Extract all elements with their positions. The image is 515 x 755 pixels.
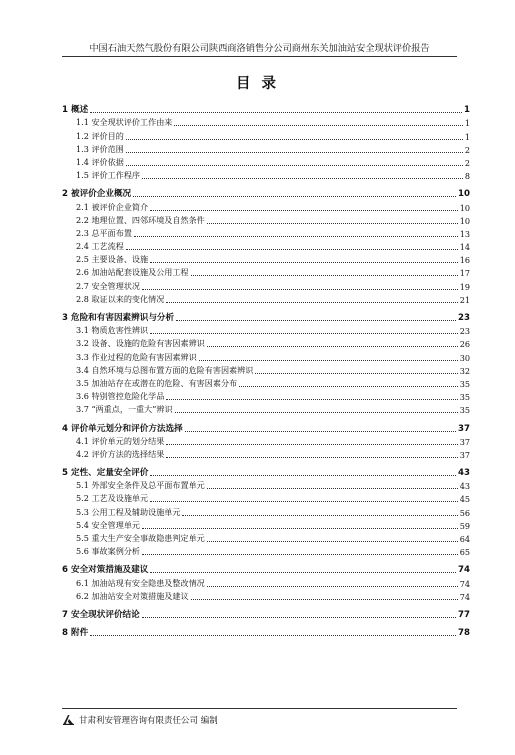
toc-page-number: 8: [464, 171, 470, 182]
toc-page-number: 45: [459, 494, 470, 505]
toc-page-number: 35: [459, 392, 470, 403]
toc-chapter-entry[interactable]: [62, 465, 470, 478]
toc-dot-leader: [199, 360, 458, 361]
toc-section-entry[interactable]: [62, 199, 470, 212]
toc-entry-title: 2.3 总平面布置: [76, 227, 132, 238]
toc-section-entry[interactable]: [62, 518, 470, 531]
toc-entry-title: 1.5 评价工作程序: [76, 170, 141, 181]
toc-dot-leader: [166, 457, 457, 458]
toc-page-number: 14: [459, 242, 470, 253]
toc-entry-title: 3.2 设备、设施的危险有害因素辨识: [76, 338, 205, 349]
toc-entry-title: 3.5 加油站存在或潜在的危险、有害因素分布: [76, 377, 238, 388]
toc-section-entry[interactable]: [62, 226, 470, 239]
toc-section-entry[interactable]: [62, 363, 470, 376]
toc-dot-leader: [126, 249, 458, 250]
toc-section-entry[interactable]: [62, 575, 470, 588]
toc-page-number: 64: [459, 534, 470, 544]
toc-dot-leader: [142, 528, 458, 529]
toc-dot-leader: [191, 275, 458, 276]
toc-page-number: 74: [458, 565, 470, 576]
toc-page-number: 2: [464, 157, 470, 168]
toc-dot-leader: [126, 139, 463, 140]
toc-entry-title: 6.1 加油站现有安全隐患及整改情况: [76, 577, 205, 588]
toc-entry-title: 2.1 被评价企业简介: [76, 201, 149, 212]
toc-dot-leader: [150, 333, 458, 334]
toc-entry-title: 5.3 公用工程及辅助设施单元: [76, 506, 181, 517]
toc-section-entry[interactable]: [62, 292, 470, 305]
toc-dot-leader: [126, 152, 463, 153]
toc-section-entry[interactable]: [62, 252, 470, 265]
toc-entry-title: 3.3 作业过程的危险有害因素辨识: [76, 351, 197, 362]
toc-entry-title: 4 评价单元划分和评价方法选择: [62, 423, 183, 434]
toc-entry-title: 4.2 评价方法的选择结果: [76, 448, 165, 459]
toc-dot-leader: [90, 635, 456, 636]
toc-page-number: 56: [459, 507, 470, 518]
toc-section-entry[interactable]: [62, 115, 470, 128]
toc-dot-leader: [191, 599, 458, 600]
toc-entry-title: 2.6 加油站配套设施及公用工程: [76, 267, 189, 278]
toc-page-number: 35: [459, 378, 470, 389]
toc-entry-title: 2.5 主要设备、设施: [76, 254, 149, 265]
toc-section-entry[interactable]: [62, 323, 470, 336]
toc-page-number: 10: [459, 215, 470, 226]
toc-page-number: 2: [464, 144, 470, 155]
toc-entry-title: 1.2 评价目的: [76, 130, 124, 141]
toc-dot-leader: [174, 125, 462, 126]
toc-entry-title: 2 被评价企业概况: [62, 189, 132, 200]
toc-dot-leader: [90, 112, 462, 113]
toc-page-number: 35: [459, 405, 470, 416]
toc-chapter-entry[interactable]: [62, 607, 470, 620]
toc-entry-title: 5.5 重大生产安全事故隐患判定单元: [76, 533, 205, 543]
toc-section-entry[interactable]: [62, 265, 470, 278]
toc-page-number: 65: [459, 547, 470, 558]
toc-section-entry[interactable]: [62, 155, 470, 168]
toc-entry-title: 6.2 加油站安全对策措施及建议: [76, 590, 189, 601]
toc-section-entry[interactable]: [62, 589, 470, 602]
toc-page-number: 13: [459, 228, 470, 239]
toc-entry-title: 1.4 评价依据: [76, 156, 124, 167]
toc-entry-title: 2.8 取证以来的变化情况: [76, 293, 165, 304]
toc-page-number: 10: [459, 202, 470, 213]
toc-section-entry[interactable]: [62, 544, 470, 557]
toc-dot-leader: [185, 431, 456, 432]
toc-page-number: 59: [459, 520, 470, 531]
toc-dot-leader: [207, 586, 458, 587]
toc-dot-leader: [182, 515, 457, 516]
toc-entry-title: 5.4 安全管理单元: [76, 519, 141, 530]
toc-dot-leader: [207, 541, 458, 542]
toc-page-number: 37: [459, 449, 470, 460]
toc-page-number: 23: [458, 313, 470, 323]
page-footer: [62, 708, 457, 726]
page-header: 中国石油天然气股份有限公司陕西商洛销售分公司商州东关加油站安全现状评价报告: [89, 43, 430, 54]
toc-page-number: 1: [464, 105, 470, 116]
toc-section-entry[interactable]: [62, 389, 470, 402]
toc-dot-leader: [142, 617, 456, 618]
toc-page-number: 23: [459, 326, 470, 337]
toc-entry-title: 5.1 外部安全条件及总平面布置单元: [76, 480, 205, 491]
toc-entry-title: 3.1 物质危害性辨识: [76, 325, 149, 336]
toc-dot-leader: [133, 196, 456, 197]
page-title: 目 录: [235, 76, 280, 92]
table-of-contents: [62, 102, 470, 638]
toc-section-entry[interactable]: [62, 349, 470, 362]
toc-section-entry[interactable]: [62, 376, 470, 389]
toc-entry-title: 7 安全现状评价结论: [62, 609, 140, 620]
toc-chapter-entry[interactable]: [62, 186, 470, 199]
toc-section-entry[interactable]: [62, 478, 470, 491]
footer-text: 甘肃利安管理咨询有限责任公司 编制: [79, 716, 218, 726]
toc-page-number: 19: [459, 281, 470, 292]
header-rule: [62, 56, 457, 57]
toc-dot-leader: [255, 373, 457, 374]
toc-dot-leader: [150, 210, 458, 211]
toc-entry-title: 3.7 “两重点，一重大”辨识: [76, 404, 173, 415]
toc-entry-title: 2.4 工艺流程: [76, 241, 124, 252]
toc-page-number: 1: [464, 118, 470, 129]
toc-section-entry[interactable]: [62, 531, 470, 544]
toc-entry-title: 3.6 特别管控危险化学品: [76, 391, 165, 402]
toc-page-number: 43: [459, 481, 470, 492]
toc-chapter-entry[interactable]: [62, 562, 470, 575]
toc-section-entry[interactable]: [62, 128, 470, 141]
toc-dot-leader: [150, 572, 456, 573]
toc-page-number: 26: [459, 339, 470, 350]
toc-page-number: 37: [459, 436, 470, 447]
toc-dot-leader: [207, 223, 458, 224]
toc-page-number: 10: [458, 189, 470, 200]
toc-chapter-entry[interactable]: [62, 102, 470, 115]
toc-section-entry[interactable]: [62, 434, 470, 447]
toc-dot-leader: [142, 289, 458, 290]
toc-dot-leader: [239, 386, 458, 387]
toc-chapter-entry[interactable]: [62, 310, 470, 323]
toc-entry-title: 1.1 安全现状评价工作由来: [76, 117, 173, 128]
toc-page-number: 16: [459, 255, 470, 266]
toc-dot-leader: [134, 236, 458, 237]
toc-dot-leader: [142, 554, 458, 555]
toc-entry-title: 3 危险和有害因素辨识与分析: [62, 313, 175, 323]
toc-section-entry[interactable]: [62, 504, 470, 517]
toc-entry-title: 3.4 自然环境与总图布置方面的危险有害因素辨识: [76, 364, 254, 375]
toc-page-number: 17: [459, 268, 470, 279]
toc-page-number: 37: [458, 423, 470, 434]
company-logo-icon: [62, 714, 75, 726]
toc-entry-title: 5.6 事故案例分析: [76, 546, 141, 557]
toc-dot-leader: [126, 165, 463, 166]
toc-dot-leader: [166, 444, 457, 445]
toc-section-entry[interactable]: [62, 491, 470, 504]
toc-section-entry[interactable]: [62, 239, 470, 252]
toc-page-number: 21: [459, 294, 470, 305]
toc-entry-title: 2.2 地理位置、四邻环境及自然条件: [76, 214, 205, 225]
toc-entry-title: 8 附件: [62, 628, 89, 639]
toc-page-number: 1: [464, 131, 470, 142]
toc-dot-leader: [175, 412, 458, 413]
toc-entry-title: 5.2 工艺及设施单元: [76, 493, 149, 504]
toc-section-entry[interactable]: [62, 168, 470, 181]
toc-section-entry[interactable]: [62, 142, 470, 155]
toc-dot-leader: [150, 262, 458, 263]
toc-dot-leader: [166, 399, 457, 400]
toc-entry-title: 6 安全对策措施及建议: [62, 565, 149, 576]
toc-dot-leader: [207, 346, 458, 347]
toc-page-number: 74: [459, 578, 470, 589]
toc-section-entry[interactable]: [62, 447, 470, 460]
toc-section-entry[interactable]: [62, 336, 470, 349]
toc-dot-leader: [176, 320, 456, 321]
toc-page-number: 43: [458, 468, 470, 479]
toc-dot-leader: [166, 302, 457, 303]
toc-chapter-entry[interactable]: [62, 420, 470, 433]
toc-chapter-entry[interactable]: [62, 625, 470, 638]
toc-page-number: 30: [459, 352, 470, 363]
toc-entry-title: 4.1 评价单元的划分结果: [76, 435, 165, 446]
toc-entry-title: 5 定性、定量安全评价: [62, 468, 149, 479]
toc-page-number: 74: [459, 591, 470, 602]
footer-line: [62, 714, 457, 726]
toc-entry-title: 1.3 评价范围: [76, 143, 124, 154]
toc-dot-leader: [142, 178, 463, 179]
toc-entry-title: 1 概述: [62, 105, 89, 116]
toc-entry-title: 2.7 安全管理状况: [76, 280, 141, 291]
toc-section-entry[interactable]: [62, 213, 470, 226]
toc-section-entry[interactable]: [62, 402, 470, 415]
footer-rule: [62, 708, 457, 709]
toc-page-number: 77: [458, 609, 470, 620]
toc-section-entry[interactable]: [62, 278, 470, 291]
toc-page-number: 32: [459, 365, 470, 376]
toc-dot-leader: [207, 488, 458, 489]
toc-dot-leader: [150, 475, 456, 476]
toc-page-number: 78: [458, 628, 470, 639]
toc-dot-leader: [150, 501, 458, 502]
